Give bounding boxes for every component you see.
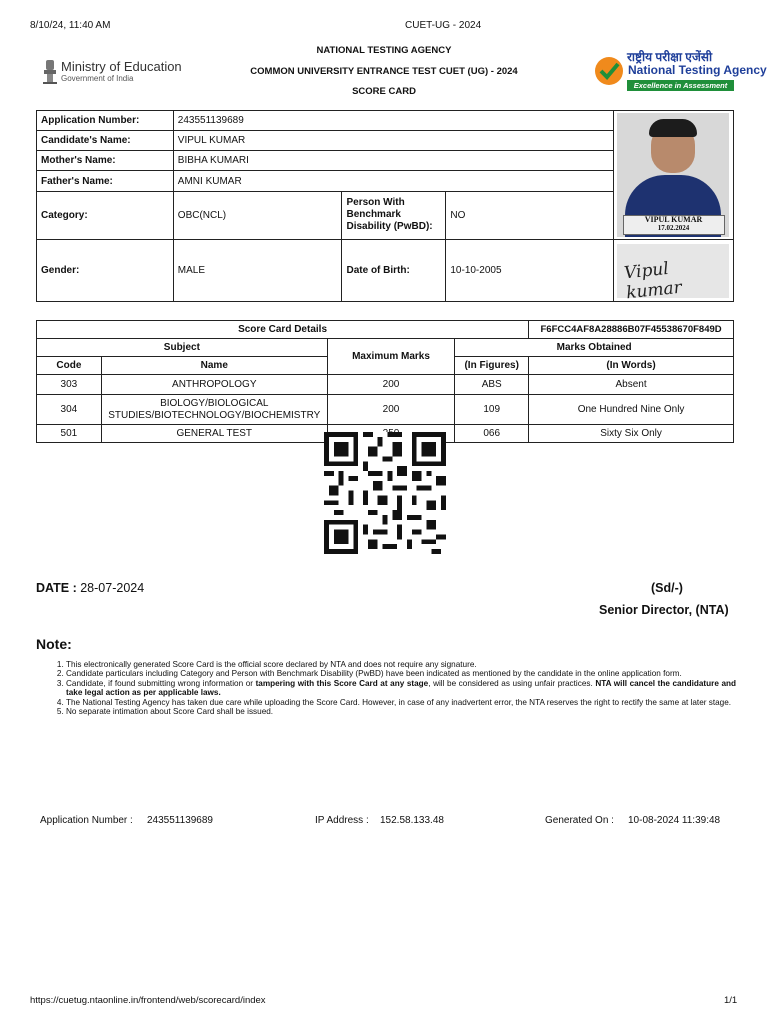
print-title: CUET-UG - 2024 bbox=[405, 20, 482, 31]
note-item: 2. Candidate particulars including Category and Person with Benchmark Disability (PwBD) have been indicated as mentioned by the candidate in the online application form. bbox=[66, 669, 736, 678]
nta-check-icon bbox=[594, 56, 624, 86]
doc-title: SCORE CARD bbox=[352, 86, 416, 97]
nta-tagline: Excellence in Assessment bbox=[627, 80, 734, 91]
max-marks-header: Maximum Marks bbox=[327, 339, 455, 375]
candidate-photo bbox=[617, 113, 729, 237]
note-item: 4. The National Testing Agency has taken due care while uploading the Score Card. However, in case of any inadvertent error, the NTA reserves the right to rectify the same at later stage. bbox=[66, 698, 736, 707]
page-url[interactable]: https://cuetug.ntaonline.in/frontend/web/scorecard/index bbox=[30, 995, 266, 1006]
row-figures: 066 bbox=[455, 425, 529, 443]
score-hash: F6FCC4AF8A28886B07F45538670F849D bbox=[529, 321, 734, 339]
father-name-label: Father's Name: bbox=[37, 171, 174, 191]
dob-label: Date of Birth: bbox=[342, 240, 446, 302]
footer-generated-label: Generated On : bbox=[545, 815, 614, 826]
subject-header: Subject bbox=[37, 339, 328, 357]
pwbd-value: NO bbox=[446, 191, 614, 239]
row-subject-name: ANTHROPOLOGY bbox=[101, 375, 327, 395]
signature-text: Vipul kumar bbox=[623, 258, 684, 303]
note-item: 5. No separate intimation about Score Card shall be issued. bbox=[66, 707, 736, 716]
dob-value: 10-10-2005 bbox=[446, 240, 614, 302]
nta-hindi: राष्ट्रीय परीक्षा एजेंसी bbox=[627, 50, 713, 64]
score-table bbox=[36, 320, 734, 443]
candidate-signature bbox=[617, 244, 729, 303]
moe-subtitle: Government of India bbox=[61, 74, 134, 83]
signed-mark: (Sd/-) bbox=[651, 581, 683, 595]
agency-title: NATIONAL TESTING AGENCY bbox=[316, 45, 452, 56]
category-value: OBC(NCL) bbox=[173, 191, 342, 239]
print-datetime: 8/10/24, 11:40 AM bbox=[30, 20, 111, 31]
note-title: Note: bbox=[36, 636, 72, 652]
gender-value: MALE bbox=[173, 240, 342, 302]
notes-list bbox=[36, 660, 736, 716]
row-figures: ABS bbox=[455, 375, 529, 395]
row-words: Sixty Six Only bbox=[529, 425, 734, 443]
candidate-name-label: Candidate's Name: bbox=[37, 131, 174, 151]
row-words: Absent bbox=[529, 375, 734, 395]
footer-app-label: Application Number : bbox=[40, 815, 133, 826]
page-number: 1/1 bbox=[724, 995, 738, 1006]
note-item: 3. Candidate, if found submitting wrong information or tampering with this Score Card at any stage, will be considered as using unfair practices. NTA will cancel the candidature and take legal action as per applicable laws. bbox=[66, 679, 736, 698]
row-subject-name: BIOLOGY/BIOLOGICAL STUDIES/BIOTECHNOLOGY/BIOCHEMISTRY bbox=[101, 395, 327, 425]
footer-app-value: 243551139689 bbox=[147, 815, 213, 826]
row-figures: 109 bbox=[455, 395, 529, 425]
photo-cell bbox=[613, 111, 733, 240]
name-header: Name bbox=[101, 357, 327, 375]
candidate-info-table bbox=[36, 110, 734, 302]
candidate-name-value: VIPUL KUMAR bbox=[173, 131, 613, 151]
row-code: 303 bbox=[37, 375, 102, 395]
table-row bbox=[37, 395, 734, 425]
row-subject-name: GENERAL TEST bbox=[101, 425, 327, 443]
pwbd-label: Person With Benchmark Disability (PwBD): bbox=[342, 191, 446, 239]
emblem-icon bbox=[41, 57, 59, 87]
row-words: One Hundred Nine Only bbox=[529, 395, 734, 425]
footer-generated-value: 10-08-2024 11:39:48 bbox=[628, 815, 721, 826]
mother-name-value: BIBHA KUMARI bbox=[173, 151, 613, 171]
marks-obtained-header: Marks Obtained bbox=[455, 339, 734, 357]
gender-label: Gender: bbox=[37, 240, 174, 302]
footer-ip-value: 152.58.133.48 bbox=[380, 815, 444, 826]
category-label: Category: bbox=[37, 191, 174, 239]
father-name-value: AMNI KUMAR bbox=[173, 171, 613, 191]
app-number-value: 243551139689 bbox=[173, 111, 613, 131]
exam-title: COMMON UNIVERSITY ENTRANCE TEST CUET (UG) - 2024 bbox=[250, 66, 518, 77]
row-max-marks: 200 bbox=[327, 395, 455, 425]
date-value: 28-07-2024 bbox=[80, 581, 145, 595]
signature-cell bbox=[613, 240, 733, 302]
words-header: (In Words) bbox=[529, 357, 734, 375]
mother-name-label: Mother's Name: bbox=[37, 151, 174, 171]
app-number-label: Application Number: bbox=[37, 111, 174, 131]
note-item: 1. This electronically generated Score Card is the official score declared by NTA and does not require any signature. bbox=[66, 660, 736, 669]
date-line bbox=[36, 581, 144, 595]
figures-header: (In Figures) bbox=[455, 357, 529, 375]
signatory: Senior Director, (NTA) bbox=[599, 603, 729, 617]
row-max-marks: 200 bbox=[327, 375, 455, 395]
table-row bbox=[37, 375, 734, 395]
score-details-label: Score Card Details bbox=[37, 321, 529, 339]
moe-title: Ministry of Education bbox=[61, 59, 182, 74]
row-code: 304 bbox=[37, 395, 102, 425]
row-code: 501 bbox=[37, 425, 102, 443]
nta-name: National Testing Agency bbox=[628, 63, 767, 77]
footer-ip-label: IP Address : bbox=[315, 815, 369, 826]
photo-caption-name: VIPUL KUMAR bbox=[644, 215, 703, 224]
code-header: Code bbox=[37, 357, 102, 375]
qr-code bbox=[324, 431, 446, 555]
photo-caption-date: 17.02.2024 bbox=[657, 224, 690, 232]
date-label: DATE : bbox=[36, 581, 77, 595]
